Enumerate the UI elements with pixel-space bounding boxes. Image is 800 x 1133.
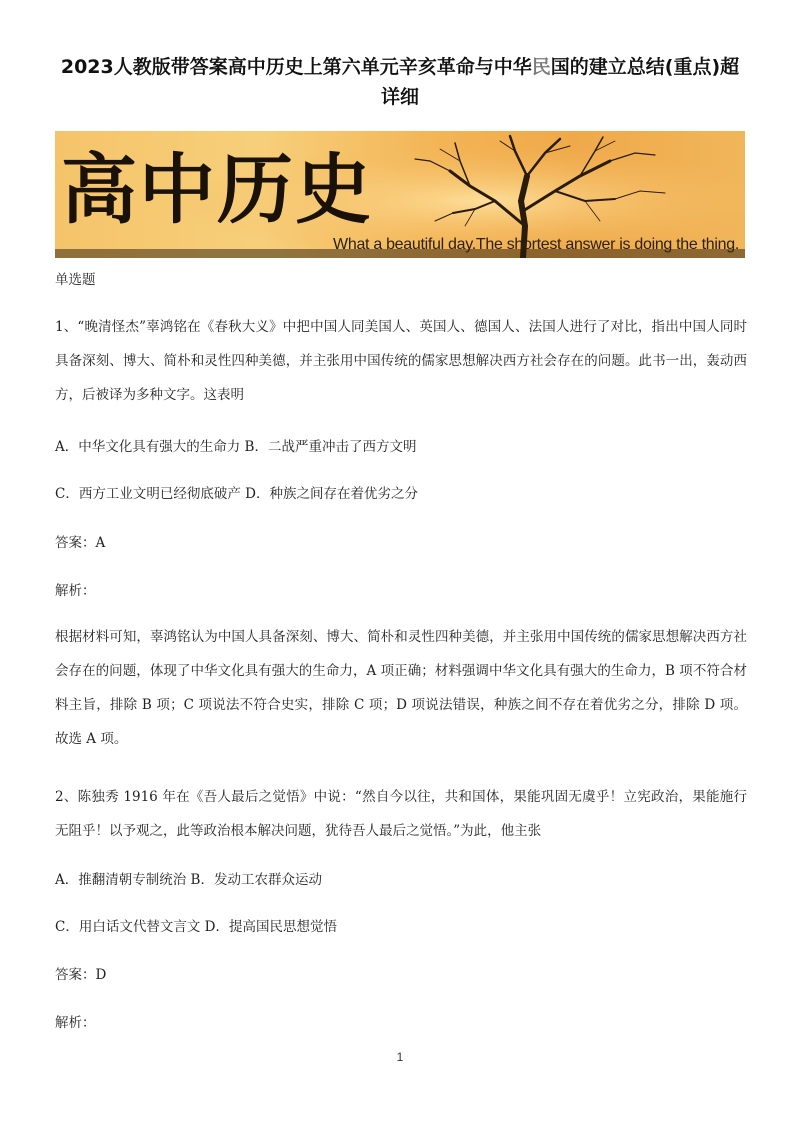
banner-slogan: What a beautiful day.The shortest answer is doing the thing. (333, 236, 739, 253)
question-1-analysis-label: 解析： (55, 583, 96, 599)
document-title (55, 52, 745, 112)
question-1-analysis: 根据材料可知，辜鸿铭认为中国人具备深刻、博大、简朴和灵性四种美德，并主张用中国传统的儒家思想解决西方社会存在的问题，体现了中华文化具有强大的生命力，A 项正确；材料强调中华文化具有强大的生命力，B 项不符合材料主旨，排除 B 项；C 项说法不符合史实，排除 C 项；D 项说法错误，种族之间不存在着优劣之分，排除 D 项。故选 A 项。 (55, 629, 747, 747)
question-1-options-line1: A．中华文化具有强大的生命力 B．二战严重冲击了西方文明 (55, 439, 417, 455)
question-1-options-line2: C．西方工业文明已经彻底破产 D．种族之间存在着优劣之分 (55, 486, 418, 502)
question-2-options-line1: A．推翻清朝专制统治 B．发动工农群众运动 (55, 872, 322, 888)
section-label: 单选题 (55, 272, 96, 288)
title-part1: 2023人教版带答案高中历史上第六单元辛亥革命与中华 (60, 56, 532, 78)
banner-title: 高中历史 (61, 145, 373, 234)
question-2-options-line2: C．用白话文代替文言文 D．提高国民思想觉悟 (55, 919, 337, 935)
question-2-answer: 答案：D (55, 967, 107, 983)
question-1-answer: 答案：A (55, 535, 106, 551)
question-2-analysis-label: 解析： (55, 1015, 96, 1031)
question-1-stem: 1、“晚清怪杰”辜鸿铭在《春秋大义》中把中国人同美国人、英国人、德国人、法国人进行了对比，指出中国人同时具备深刻、博大、简朴和灵性四种美德，并主张用中国传统的儒家思想解决西方社会存在的问题。此书一出，轰动西方，后被译为多种文字。这表明 (55, 319, 747, 403)
page-number: 1 (396, 1050, 404, 1064)
question-2-stem: 2、陈独秀 1916 年在《吾人最后之觉悟》中说：“然自今以往，共和国体，果能巩固无虞乎！立宪政治，果能施行无阻乎！以予观之，此等政治根本解决问题，犹待吾人最后之觉悟。”为此，他主张 (55, 789, 747, 839)
banner-image (55, 131, 745, 258)
title-part2: 国的建立总结(重点)超详细 (380, 56, 740, 108)
title-highlight: 民 (531, 56, 551, 78)
